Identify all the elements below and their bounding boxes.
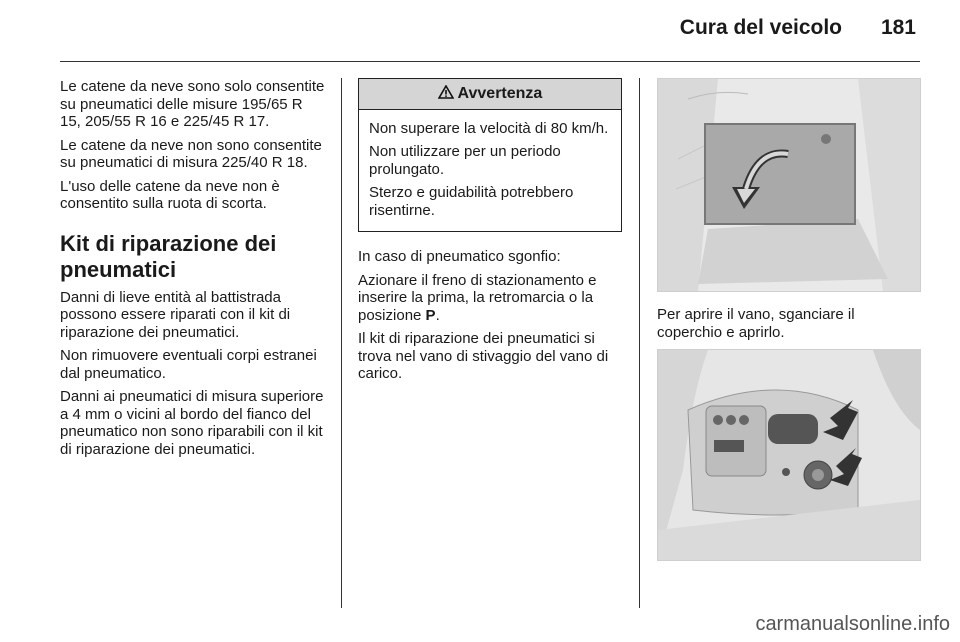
warning-triangle-icon <box>438 85 458 102</box>
paragraph: Le catene da neve non sono consentite su pneumatici di misura 225/40 R 18. <box>60 136 322 171</box>
paragraph: Danni ai pneumatici di misura superiore a 4 mm o vicini al bordo del fianco del pneumatico non sono riparabili con il kit di riparazione dei pneumatici. <box>60 388 324 458</box>
column-left <box>60 78 325 464</box>
warning-text: Sterzo e guidabilità potrebbero risentirne. <box>369 184 574 219</box>
paragraph: Le catene da neve sono solo consentite su pneumatici delle misure 195/65 R 15, 205/55 R 16 e 225/45 R 17. <box>60 78 325 130</box>
paragraph: In caso di pneumatico sgonfio: <box>358 248 561 265</box>
warning-title: Avvertenza <box>457 85 543 102</box>
watermark: carmanualsonline.info <box>755 613 950 635</box>
warning-text: Non superare la velocità di 80 km/h. <box>369 119 609 137</box>
paragraph-end: . <box>435 306 440 324</box>
paragraph: Il kit di riparazione dei pneumatici si trova nel vano di stivaggio del vano di carico. <box>358 330 609 382</box>
column-middle <box>358 78 623 389</box>
column-divider <box>639 78 640 608</box>
repair-kit-photo <box>657 349 921 561</box>
page-number: 181 <box>880 16 916 39</box>
warning-box <box>358 78 622 232</box>
chapter-title: Cura del veicolo <box>679 16 842 39</box>
warning-body <box>359 110 621 232</box>
cargo-cover-photo <box>657 78 921 292</box>
paragraph-text: Azionare il freno di stazionamento e inserire la prima, la retromarcia o la posizione <box>358 271 597 324</box>
warning-text: Non utilizzare per un periodo prolungato. <box>369 143 561 178</box>
figure-caption: Per aprire il vano, sganciare il coperchio e aprirlo. <box>657 306 855 341</box>
column-right <box>657 78 922 561</box>
column-divider <box>341 78 342 608</box>
header-rule <box>60 61 920 62</box>
paragraph: L'uso delle catene da neve non è consentito sulla ruota di scorta. <box>60 177 280 212</box>
gear-position-p: P <box>425 306 436 324</box>
warning-header <box>359 79 621 110</box>
section-heading: Kit di riparazione dei pneumatici <box>60 230 277 282</box>
paragraph: Danni di lieve entità al battistrada possono essere riparati con il kit di riparazione dei pneumatici. <box>60 288 291 341</box>
paragraph <box>358 272 623 325</box>
paragraph: Non rimuovere eventuali corpi estranei dal pneumatico. <box>60 347 317 382</box>
